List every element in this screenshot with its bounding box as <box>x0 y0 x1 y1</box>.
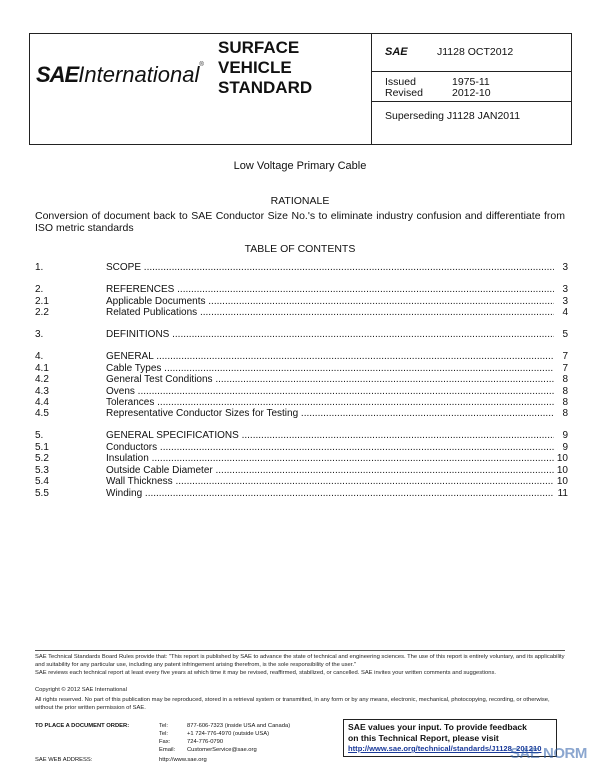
order-label: TO PLACE A DOCUMENT ORDER: <box>35 723 130 729</box>
toc-label: GENERAL SPECIFICATIONS ..... <box>106 430 554 442</box>
toc-page: 10 <box>556 465 568 476</box>
toc-entry[interactable] <box>35 262 568 274</box>
standard-type-line: VEHICLE <box>218 58 292 77</box>
footer-copyright: Copyright © 2012 SAE International <box>35 687 127 693</box>
tel2-label: Tel: <box>159 731 169 737</box>
tel1-label: Tel: <box>159 723 169 729</box>
toc-page: 10 <box>556 476 568 487</box>
toc-num: 3. <box>35 329 44 340</box>
feedback-link[interactable]: http://www.sae.org/technical/standards/J1128_201210 <box>348 744 542 753</box>
issued-value: 1975-11 <box>452 76 490 88</box>
toc-entry[interactable] <box>35 351 568 363</box>
toc-page: 8 <box>562 374 568 385</box>
header-divider <box>371 71 572 72</box>
toc-label: Winding ..... <box>106 488 554 500</box>
web-label: SAE WEB ADDRESS: <box>35 757 93 763</box>
footer-review-text: SAE reviews each technical report at least every five years at which time it may be revised, reaffirmed, stabilized, or cancelled. SAE invites your written comments and suggestions. <box>35 670 496 676</box>
toc-label: Conductors ..... <box>106 442 554 454</box>
fax-value: 724-776-0790 <box>187 739 224 745</box>
toc-page: 7 <box>562 351 568 362</box>
toc-label: Cable Types ..... <box>106 363 554 375</box>
toc-page: 9 <box>562 442 568 453</box>
toc-entry[interactable] <box>35 453 568 465</box>
toc-page: 5 <box>562 329 568 340</box>
toc-page: 8 <box>562 397 568 408</box>
toc-label: SCOPE ..... <box>106 262 554 274</box>
toc-num: 4. <box>35 351 44 362</box>
toc-label: Related Publications ..... <box>106 307 554 319</box>
toc-num: 2.2 <box>35 307 49 318</box>
toc-page: 7 <box>562 363 568 374</box>
toc-num: 5.2 <box>35 453 49 464</box>
toc-label: DEFINITIONS ..... <box>106 329 554 341</box>
toc-page: 3 <box>562 296 568 307</box>
sae-logo <box>36 62 204 88</box>
toc-num: 4.2 <box>35 374 49 385</box>
toc-num: 5. <box>35 430 44 441</box>
toc-label: Applicable Documents ..... <box>106 296 554 308</box>
tel1-value: 877-606-7323 (inside USA and Canada) <box>187 723 291 729</box>
email-label: Email: <box>159 747 176 753</box>
standard-type <box>218 38 312 98</box>
revised-value: 2012-10 <box>452 87 491 99</box>
superseding: Superseding J1128 JAN2011 <box>385 110 521 122</box>
toc-num: 4.3 <box>35 386 49 397</box>
toc-page: 8 <box>562 386 568 397</box>
toc-num: 2. <box>35 284 44 295</box>
toc-entry[interactable] <box>35 430 568 442</box>
toc-num: 4.5 <box>35 408 49 419</box>
fax-label: Fax: <box>159 739 171 745</box>
toc-num: 5.1 <box>35 442 49 453</box>
footer-rules-text: SAE Technical Standards Board Rules provide that: "This report is published by SAE to advance the state of technical and engineering sciences. The use of this report is entirely voluntary, and its applicability and suitability for any particular use, including any patent infringement arising therefrom, is the sole responsibility of the user." <box>35 654 565 668</box>
standard-type-line: STANDARD <box>218 78 313 97</box>
toc-num: 4.4 <box>35 397 49 408</box>
standard-type-line: SURFACE <box>218 38 300 57</box>
toc-page: 3 <box>562 262 568 273</box>
web-value[interactable]: http://www.sae.org <box>159 757 207 763</box>
watermark: SAE NORM <box>510 745 587 762</box>
document-title: Low Voltage Primary Cable <box>233 160 367 172</box>
toc-entry[interactable] <box>35 488 568 500</box>
toc-entry[interactable] <box>35 284 568 296</box>
logo-trademark: ® <box>199 62 204 68</box>
header-divider <box>371 34 372 144</box>
toc-entry[interactable] <box>35 374 568 386</box>
feedback-line: SAE values your input. To provide feedback <box>348 722 527 732</box>
header-divider <box>371 101 572 102</box>
feedback-line: on this Technical Report, please visit <box>348 732 499 743</box>
logo-sae-text: SAE <box>36 62 79 87</box>
toc-label: REFERENCES ..... <box>106 284 554 296</box>
footer-divider <box>35 650 565 651</box>
logo-international-text: International <box>78 62 200 87</box>
toc-label: Wall Thickness ..... <box>106 476 554 488</box>
toc-entry[interactable] <box>35 329 568 341</box>
toc-entry[interactable] <box>35 476 568 488</box>
document-number: J1128 OCT2012 <box>437 46 514 58</box>
toc-label: Insulation ..... <box>106 453 554 465</box>
footer-rights-text: All rights reserved. No part of this publication may be reproduced, stored in a retrieval system or transmitted, in any form or by any means, electronic, mechanical, photocopying, recording, or otherwise, without the prior written permission of SAE. <box>35 697 550 711</box>
email-value[interactable]: CustomerService@sae.org <box>187 747 257 753</box>
toc-num: 5.3 <box>35 465 49 476</box>
toc-entry[interactable] <box>35 408 568 420</box>
toc-label: Ovens ..... <box>106 386 554 398</box>
toc-entry[interactable] <box>35 307 568 319</box>
toc-num: 5.4 <box>35 476 49 487</box>
toc-page: 10 <box>556 453 568 464</box>
toc-page: 3 <box>562 284 568 295</box>
toc-page: 9 <box>562 430 568 441</box>
sae-mini-logo: SAE <box>385 46 408 58</box>
toc-page: 11 <box>557 488 568 499</box>
toc-num: 2.1 <box>35 296 49 307</box>
toc-num: 5.5 <box>35 488 49 499</box>
toc-label: Representative Conductor Sizes for Testing ..... <box>106 408 554 420</box>
toc-num: 4.1 <box>35 363 49 374</box>
issued-label: Issued <box>385 76 416 88</box>
toc-label: General Test Conditions ..... <box>106 374 554 386</box>
toc-label: GENERAL ..... <box>106 351 554 363</box>
toc-label: Outside Cable Diameter ..... <box>106 465 554 477</box>
toc-heading: TABLE OF CONTENTS <box>244 243 356 255</box>
revised-label: Revised <box>385 87 423 99</box>
tel2-value: +1 724-776-4970 (outside USA) <box>187 731 270 737</box>
rationale-heading: RATIONALE <box>270 195 330 207</box>
rationale-text: Conversion of document back to SAE Conductor Size No.'s to eliminate industry confusion and differentiate from ISO metric standards <box>35 210 565 234</box>
toc-label: Tolerances ..... <box>106 397 554 409</box>
toc-num: 1. <box>35 262 44 273</box>
toc-page: 8 <box>562 408 568 419</box>
toc-page: 4 <box>562 307 568 318</box>
